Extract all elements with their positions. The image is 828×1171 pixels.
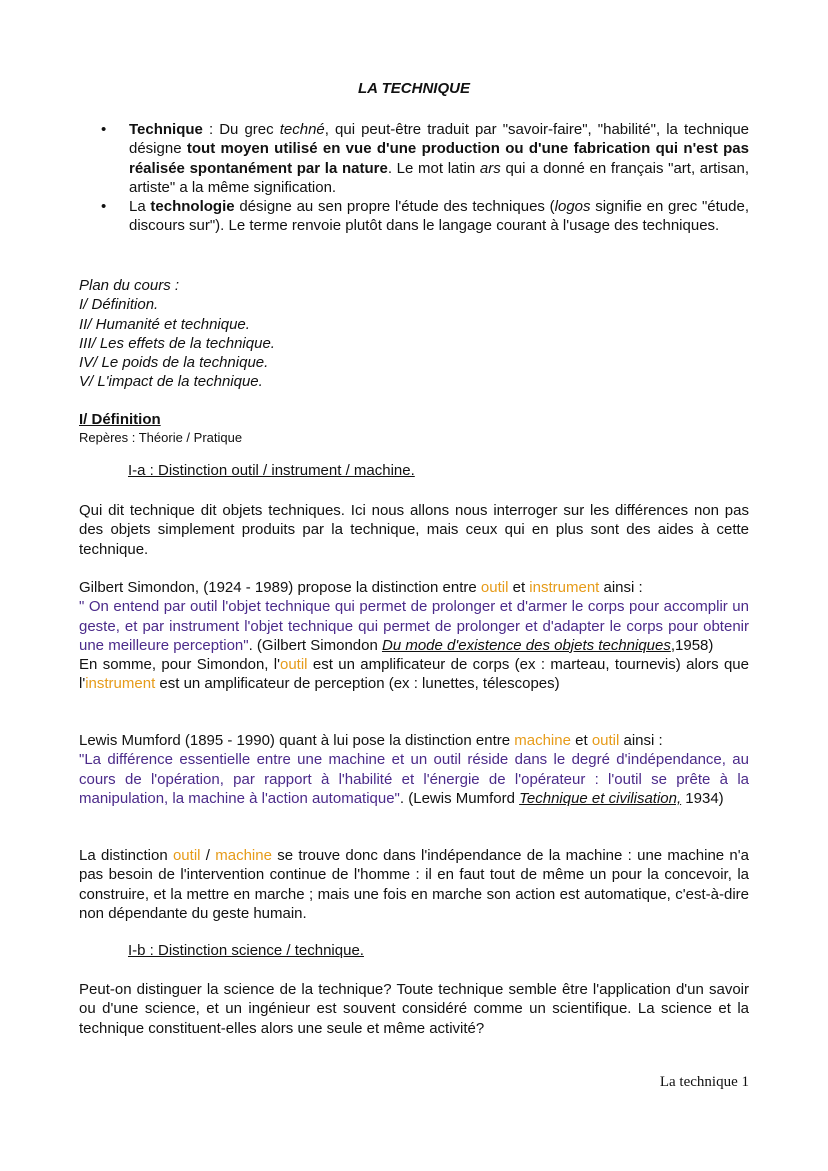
greek-word: logos	[554, 198, 591, 216]
book-title: Du mode d'existence des objets techniques	[381, 636, 671, 654]
text: La	[129, 198, 151, 216]
bullet-dot-icon: •	[101, 121, 107, 138]
text: ,1958)	[670, 636, 714, 654]
paragraph-science: Peut-on distinguer la science de la technique? Toute technique semble être l'application d'un savoir ou d'une science, et un ingénieur est souvent considéré comme un scientifique. La science et la technique constituent-elles alors une seule et même activité?	[79, 981, 749, 1037]
text: et	[570, 732, 592, 749]
text: : Du grec	[202, 121, 280, 138]
bullet-technologie	[79, 197, 749, 236]
paragraph-intro: Qui dit technique dit objets techniques. Ici nous allons nous interroger sur les différences non pas des objets simplement produits par la technique, mais ceux qui en plus sont des aides à cette technique.	[79, 502, 749, 558]
plan-heading: Plan du cours :	[79, 277, 180, 294]
text: ainsi :	[619, 732, 663, 749]
definition-bold: tout moyen utilisé en vue d'une production ou d'une fabrication qui n'est pas réalisée spontanément par la nature	[129, 140, 749, 177]
text: qui a donné en français "art, artisan, artiste" a la même signification.	[129, 159, 749, 196]
text: En somme, pour Simondon, l'	[79, 656, 280, 674]
paragraph-simondon	[79, 578, 749, 694]
plan-item: III/ Les effets de la technique.	[79, 334, 275, 352]
text: et	[508, 579, 530, 596]
course-plan	[79, 276, 749, 392]
subsection-ia-heading: I-a : Distinction outil / instrument / machine.	[128, 462, 415, 479]
text: Lewis Mumford (1895 - 1990) quant à lui pose la distinction entre	[79, 732, 515, 749]
latin-word: ars	[479, 159, 501, 177]
text: , qui peut-être traduit par "savoir-faire", "habilité", la technique désigne	[129, 121, 749, 158]
term-technique: Technique	[129, 121, 203, 138]
definitions-list	[79, 120, 749, 236]
book-title: Technique et civilisation,	[519, 789, 682, 807]
plan-item: II/ Humanité et technique.	[79, 315, 250, 333]
highlight-instrument: instrument	[85, 675, 156, 693]
text: ainsi :	[599, 579, 643, 596]
text: se trouve donc dans l'indépendance de la machine : une machine n'a pas besoin de l'intervention continue de l'homme : il en faut tout de même un pour la concevoir, la construire, et la mettre en marche ; mais une fois en marche son action est automatique, c'est-à-dire non dépendante du geste humain.	[79, 847, 749, 922]
highlight-outil: outil	[280, 656, 308, 674]
text: désigne au sen propre l'étude des techniques (	[234, 198, 555, 216]
text: signifie en grec "étude, discours sur"). Le terme renvoie plutôt dans le langage courant à l'usage des techniques.	[129, 198, 749, 235]
greek-word: techné	[279, 121, 325, 138]
highlight-outil: outil	[591, 732, 620, 749]
text: . Le mot latin	[387, 159, 480, 177]
highlight-machine: machine	[215, 847, 272, 864]
text: 1934)	[681, 789, 724, 807]
text: /	[200, 847, 216, 864]
highlight-outil: outil	[480, 579, 509, 596]
text: est un amplificateur de perception (ex : lunettes, télescopes)	[155, 675, 560, 693]
highlight-outil: outil	[172, 847, 201, 864]
page-title: LA TECHNIQUE	[358, 80, 470, 97]
highlight-machine: machine	[514, 732, 571, 749]
bullet-dot-icon: •	[101, 198, 107, 216]
reperes-line: Repères : Théorie / Pratique	[79, 430, 243, 446]
text: . (Gilbert Simondon	[248, 636, 382, 654]
simondon-quote: " On entend par outil l'objet technique qui permet de prolonger et d'armer le corps pour accomplir un geste, et par instrument l'objet technique qui permet de prolonger et d'adapter le corps pour obtenir une meilleure perception"	[79, 598, 749, 654]
section-1-heading: I/ Définition	[79, 411, 161, 428]
text: . (Lewis Mumford	[399, 789, 520, 807]
term-technologie: technologie	[150, 198, 235, 216]
plan-item: V/ L'impact de la technique.	[79, 373, 263, 391]
plan-item: IV/ Le poids de la technique.	[79, 354, 269, 372]
text: est un amplificateur de corps (ex : marteau, tournevis) alors que l'	[79, 656, 749, 693]
bullet-technique	[79, 120, 749, 197]
subsection-ib-heading: I-b : Distinction science / technique.	[128, 942, 364, 959]
paragraph-mumford	[79, 731, 749, 808]
section-heading	[79, 410, 749, 446]
paragraph-conclusion	[79, 846, 749, 923]
page-footer: La technique 1	[659, 1074, 749, 1090]
text: La distinction	[79, 847, 173, 864]
plan-item: I/ Définition.	[79, 296, 159, 314]
text: Gilbert Simondon, (1924 - 1989) propose la distinction entre	[79, 579, 481, 596]
mumford-quote: "La différence essentielle entre une machine et un outil réside dans le degré d'indépendance, au cours de l'opération, par rapport à l'habilité et l'énergie de l'opérateur : l'outil se prête à la manipulation, la machine à l'action automatique"	[79, 751, 749, 807]
highlight-instrument: instrument	[529, 579, 600, 596]
